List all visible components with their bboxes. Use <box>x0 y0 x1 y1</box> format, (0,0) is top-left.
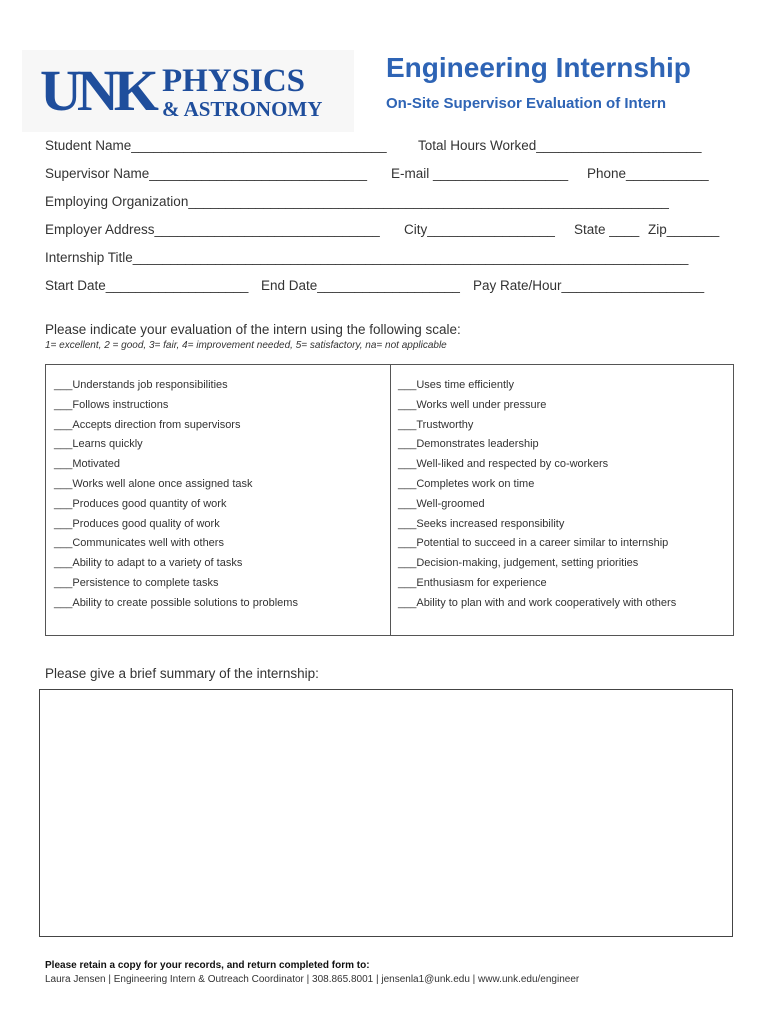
rating-item[interactable]: ___Communicates well with others <box>54 537 224 550</box>
internship-title-field[interactable]: Internship Title__________________________________________________________________________ <box>45 250 689 265</box>
rating-item[interactable]: ___Ability to plan with and work cooperatively with others <box>398 596 677 609</box>
form-subtitle: On-Site Supervisor Evaluation of Intern <box>386 95 667 112</box>
rating-item[interactable]: ___Well-groomed <box>398 497 485 510</box>
rating-item[interactable]: ___Produces good quality of work <box>54 517 220 530</box>
city-field[interactable]: City_________________ <box>404 222 555 237</box>
rating-item[interactable]: ___Completes work on time <box>398 477 535 490</box>
student-name-field[interactable]: Student Name__________________________________ <box>45 138 387 153</box>
column-divider <box>390 365 391 635</box>
logo-astronomy-text: & ASTRONOMY <box>162 97 323 121</box>
start-date-field[interactable]: Start Date___________________ <box>45 278 249 293</box>
pay-rate-field[interactable]: Pay Rate/Hour___________________ <box>473 278 705 293</box>
rating-item[interactable]: ___Learns quickly <box>54 438 143 451</box>
rating-item[interactable]: ___Uses time efficiently <box>398 379 514 391</box>
employer-address-field[interactable]: Employer Address______________________________ <box>45 222 380 237</box>
summary-label: Please give a brief summary of the internship: <box>45 666 319 681</box>
phone-field[interactable]: Phone___________ <box>587 166 709 181</box>
rating-item[interactable]: ___Follows instructions <box>54 398 169 411</box>
rating-item[interactable]: ___Produces good quantity of work <box>54 497 227 510</box>
rating-item[interactable]: ___Potential to succeed in a career similar to internship <box>398 537 669 550</box>
email-field[interactable]: E-mail __________________ <box>391 166 569 181</box>
rating-item[interactable]: ___Enthusiasm for experience <box>398 576 547 589</box>
rating-item[interactable]: ___Demonstrates leadership <box>398 438 539 451</box>
supervisor-name-field[interactable]: Supervisor Name_____________________________ <box>45 166 368 181</box>
state-field[interactable]: State ____ <box>574 222 640 237</box>
rating-item[interactable]: ___Ability to adapt to a variety of tasks <box>54 557 243 570</box>
evaluation-column-right <box>398 379 676 617</box>
rating-item[interactable]: ___Works well under pressure <box>398 398 547 411</box>
form-title: Engineering Internship <box>386 52 691 83</box>
total-hours-field[interactable]: Total Hours Worked______________________ <box>418 138 702 153</box>
contact-info: Laura Jensen | Engineering Intern & Outreach Coordinator | 308.865.8001 | jensenla1@unk.edu | www.unk.edu/engineer <box>45 974 580 985</box>
evaluation-table <box>45 364 734 636</box>
rating-item[interactable]: ___Seeks increased responsibility <box>398 517 565 530</box>
return-instructions: Please retain a copy for your records, and return completed form to: <box>45 960 370 971</box>
employing-organization-field[interactable]: Employing Organization________________________________________________________________ <box>45 194 669 209</box>
logo-physics-text: PHYSICS <box>162 63 306 99</box>
rating-item[interactable]: ___Trustworthy <box>398 418 474 431</box>
logo-unk-text: UNK <box>40 58 154 123</box>
rating-item[interactable]: ___Motivated <box>54 458 121 471</box>
end-date-field[interactable]: End Date___________________ <box>261 278 460 293</box>
rating-item[interactable]: ___Decision-making, judgement, setting priorities <box>398 557 639 570</box>
rating-item[interactable]: ___Persistence to complete tasks <box>54 576 219 589</box>
scale-legend: 1= excellent, 2 = good, 3= fair, 4= improvement needed, 5= satisfactory, na= not applicable <box>45 340 447 351</box>
rating-item[interactable]: ___Accepts direction from supervisors <box>54 418 241 431</box>
rating-item[interactable]: ___Works well alone once assigned task <box>54 477 253 490</box>
summary-textarea[interactable] <box>39 689 733 937</box>
rating-item[interactable]: ___Well-liked and respected by co-workers <box>398 458 609 471</box>
unk-logo <box>22 50 354 132</box>
rating-item[interactable]: ___Ability to create possible solutions to problems <box>54 596 298 609</box>
zip-field[interactable]: Zip_______ <box>648 222 720 237</box>
rating-item[interactable]: ___Understands job responsibilities <box>54 379 228 391</box>
evaluation-column-left <box>54 379 298 617</box>
scale-instructions: Please indicate your evaluation of the intern using the following scale: <box>45 322 461 337</box>
